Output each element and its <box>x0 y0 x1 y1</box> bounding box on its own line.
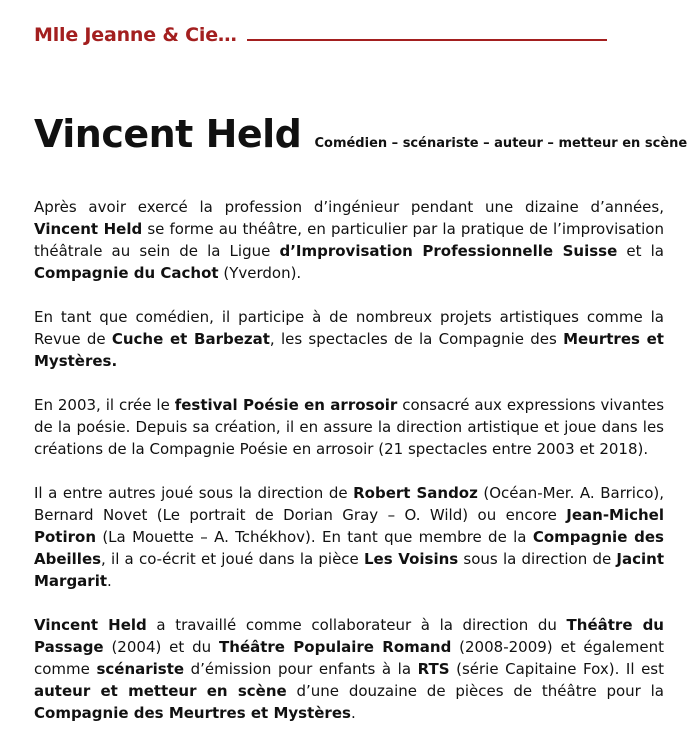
bold-text: Vincent Held <box>34 616 147 634</box>
paragraph-3 <box>34 394 664 460</box>
paragraph-1 <box>34 196 664 284</box>
page-title: Vincent Held <box>34 112 302 156</box>
text: Après avoir exercé la profession d’ingénieur pendant une dizaine d’années, <box>34 198 664 216</box>
bold-text: RTS <box>417 660 450 678</box>
paragraph-5 <box>34 614 664 724</box>
bold-text: Théâtre Populaire Romand <box>219 638 452 656</box>
text: , les spectacles de la Compagnie des <box>269 330 564 348</box>
bold-text: Théâtre du Passage <box>34 616 664 656</box>
bold-text: Les Voisins <box>363 550 459 568</box>
bold-text: Robert Sandoz <box>353 484 478 502</box>
text: En tant que comédien, il participe à de nombreux projets artistiques comme la Revue de <box>34 308 664 348</box>
header-underline <box>247 25 607 41</box>
paragraph-4 <box>34 482 664 592</box>
bold-text: Meurtres et Mystères. <box>34 330 664 370</box>
text: . <box>107 572 112 590</box>
text: (Yverdon). <box>218 264 302 282</box>
text: . <box>350 704 356 722</box>
text: a travaillé comme collaborateur à la direction du <box>146 616 567 634</box>
paragraph-2 <box>34 306 664 372</box>
header-title: Mlle Jeanne & Cie… <box>34 24 237 46</box>
title-row <box>34 112 687 156</box>
text: et la <box>617 242 664 260</box>
bold-text: d’Improvisation Professionnelle Suisse <box>279 242 618 260</box>
text: (série Capitaine Fox). Il est <box>449 660 664 678</box>
text: En 2003, il crée le <box>34 396 175 414</box>
text: (2008-2009) et également comme <box>34 638 665 678</box>
bold-text: Vincent Held <box>34 220 143 238</box>
bold-text: scénariste <box>96 660 185 678</box>
page-subtitle: Comédien – scénariste – auteur – metteur en scène <box>314 136 688 151</box>
bold-text: Compagnie des Meurtres et Mystères <box>34 704 351 722</box>
text: sous la direction de <box>458 550 617 568</box>
text: Il a entre autres joué sous la direction de <box>34 484 354 502</box>
bold-text: festival Poésie en arrosoir <box>174 396 398 414</box>
text: (2004) et du <box>103 638 220 656</box>
text: (La Mouette – A. Tchékhov). En tant que membre de la <box>96 528 533 546</box>
bold-text: Cuche et Barbezat <box>111 330 270 348</box>
text: d’émission pour enfants à la <box>184 660 418 678</box>
text: (Océan-Mer. A. Barrico), Bernard Novet (Le portrait de Dorian Gray – O. Wild) ou encore <box>34 484 664 524</box>
text: d’une douzaine de pièces de théâtre pour la <box>286 682 665 700</box>
header <box>34 24 607 46</box>
text: , il a co-écrit et joué dans la pièce <box>101 550 364 568</box>
bold-text: Compagnie du Cachot <box>34 264 219 282</box>
bold-text: auteur et metteur en scène <box>34 682 287 700</box>
text: consacré aux expressions vivantes de la poésie. Depuis sa création, il en assure la direction artistique et joue dans les créations de la Compagnie Poésie en arrosoir (21 spectacles entre 2003 et 2018). <box>34 396 665 458</box>
bold-text: Compagnie des Abeilles <box>34 528 664 568</box>
bold-text: Jacint Margarit <box>34 550 664 590</box>
biography <box>34 196 664 746</box>
bold-text: Jean-Michel Potiron <box>34 506 664 546</box>
text: se forme au théâtre, en particulier par la pratique de l’improvisation théâtrale au sein de la Ligue <box>34 220 664 260</box>
